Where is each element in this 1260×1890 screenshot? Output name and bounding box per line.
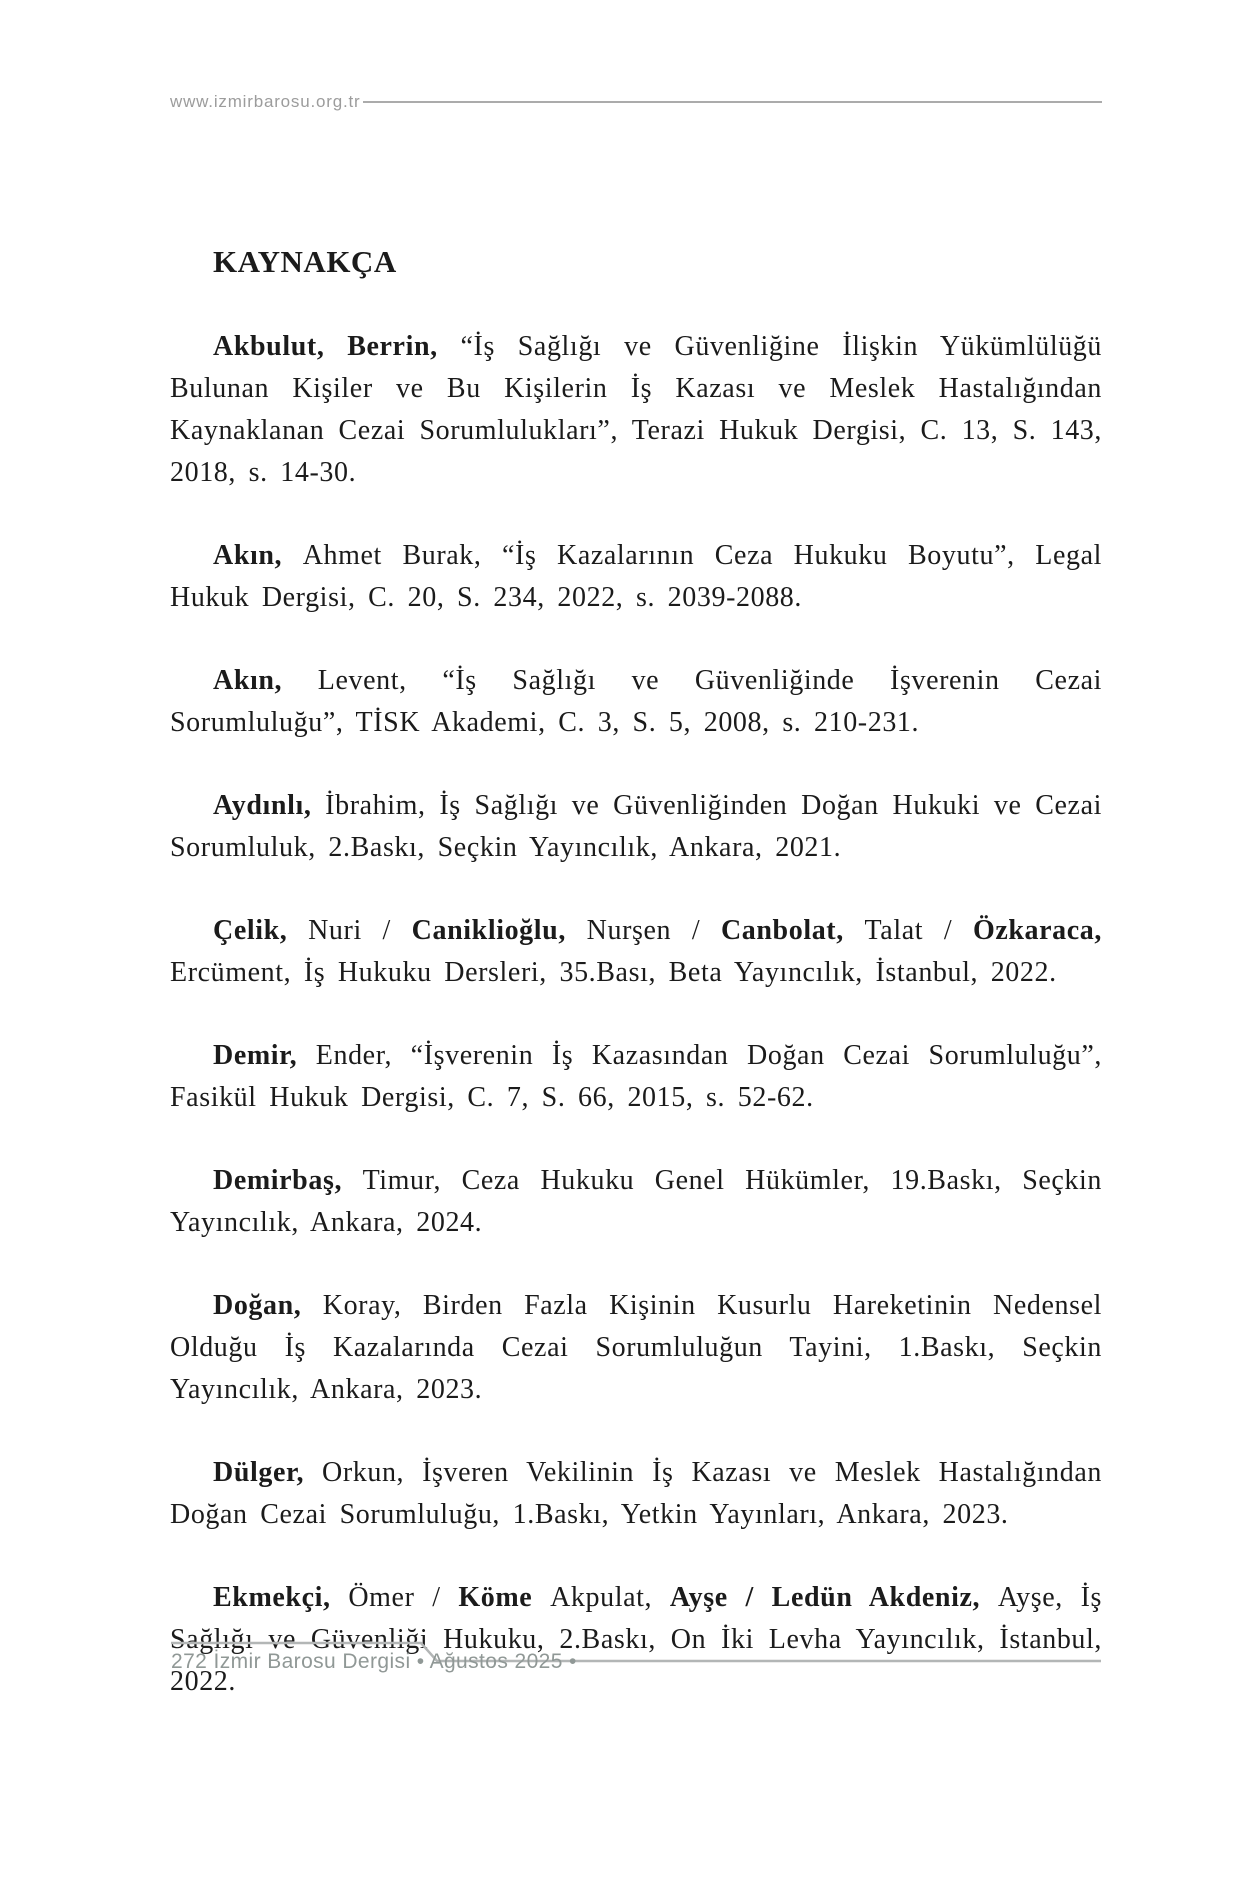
bibliography-list xyxy=(170,326,1102,1703)
entry-author: Özkaraca, xyxy=(972,915,1102,946)
entry-text: Orkun, İşveren Vekilinin İş Kazası ve Meslek Hastalığından Doğan Cezai Sorumluluğu, 1.Baskı, Yetkin Yayınları, Ankara, 2023. xyxy=(170,1457,1102,1530)
bibliography-entry xyxy=(170,785,1102,869)
entry-author: Akın, xyxy=(213,540,303,571)
entry-text: İbrahim, İş Sağlığı ve Güvenliğinden Doğan Hukuki ve Cezai Sorumluluk, 2.Baskı, Seçkin Yayıncılık, Ankara, 2021. xyxy=(170,790,1102,863)
entry-author: Caniklioğlu, xyxy=(411,915,587,946)
entry-author: Ayşe / Ledün Akdeniz, xyxy=(669,1582,998,1613)
bibliography-entry xyxy=(170,910,1102,994)
page-title: KAYNAKÇA xyxy=(213,244,397,279)
footer-text: 272 İzmir Barosu Dergisi • Ağustos 2025 • xyxy=(171,1650,577,1673)
entry-author: Dülger, xyxy=(213,1457,322,1488)
entry-author: Aydınlı, xyxy=(213,790,326,821)
bibliography-entry xyxy=(170,1452,1102,1536)
entry-text: Talat / xyxy=(864,915,973,946)
page-content xyxy=(170,244,1102,1744)
entry-author: Ekmekçi, xyxy=(213,1582,349,1613)
entry-text: Levent, “İş Sağlığı ve Güvenliğinde İşverenin Cezai Sorumluluğu”, TİSK Akademi, C. 3, S. 5, 2008, s. 210-231. xyxy=(170,665,1102,738)
entry-text: “İş Sağlığı ve Güvenliğine İlişkin Yükümlülüğü Bulunan Kişiler ve Bu Kişilerin İş Kazası ve Meslek Hastalığından Kaynaklanan Cezai Sorumlulukları”, Terazi Hukuk Dergisi, C. 13, S. 143, 2018, s. 14-30. xyxy=(170,331,1102,488)
bibliography-entry xyxy=(170,1035,1102,1119)
entry-text: Ercüment, İş Hukuku Dersleri, 35.Bası, Beta Yayıncılık, İstanbul, 2022. xyxy=(170,957,1057,988)
entry-text: Nurşen / xyxy=(586,915,721,946)
page-header xyxy=(170,92,1102,112)
entry-author: Demir, xyxy=(213,1040,316,1071)
entry-author: Canbolat, xyxy=(720,915,865,946)
entry-author: Çelik, xyxy=(213,915,309,946)
entry-author: Demirbaş, xyxy=(213,1165,363,1196)
header-url: www.izmirbarosu.org.tr xyxy=(170,92,361,111)
entry-text: Timur, Ceza Hukuku Genel Hükümler, 19.Baskı, Seçkin Yayıncılık, Ankara, 2024. xyxy=(170,1165,1102,1238)
entry-author: Akın, xyxy=(213,665,318,696)
bibliography-entry xyxy=(170,535,1102,619)
bibliography-entry xyxy=(170,660,1102,744)
bibliography-entry xyxy=(170,1285,1102,1411)
page-footer xyxy=(170,1641,1102,1693)
entry-text: Koray, Birden Fazla Kişinin Kusurlu Hareketinin Nedensel Olduğu İş Kazalarında Cezai Sorumluluğun Tayini, 1.Baskı, Seçkin Yayıncılık, Ankara, 2023. xyxy=(170,1290,1102,1405)
entry-text: Ömer / xyxy=(348,1582,459,1613)
entry-author: Köme xyxy=(458,1582,551,1613)
bibliography-entry xyxy=(170,1160,1102,1244)
entry-author: Doğan, xyxy=(213,1290,323,1321)
entry-text: Akpulat, xyxy=(550,1582,670,1613)
entry-author: Akbulut, Berrin, xyxy=(213,331,461,362)
header-rule xyxy=(363,101,1102,103)
entry-text: Ahmet Burak, “İş Kazalarının Ceza Hukuku Boyutu”, Legal Hukuk Dergisi, C. 20, S. 234, 2022, s. 2039-2088. xyxy=(170,540,1102,613)
bibliography-entry xyxy=(170,326,1102,494)
entry-text: Ayşe, İş Sağlığı ve Güvenliği Hukuku, 2.Baskı, On İki Levha Yayıncılık, İstanbul, 2022. xyxy=(170,1582,1103,1697)
entry-text: Ender, “İşverenin İş Kazasından Doğan Cezai Sorumluluğu”, Fasikül Hukuk Dergisi, C. 7, S. 66, 2015, s. 52-62. xyxy=(170,1040,1102,1113)
entry-text: Nuri / xyxy=(308,915,412,946)
